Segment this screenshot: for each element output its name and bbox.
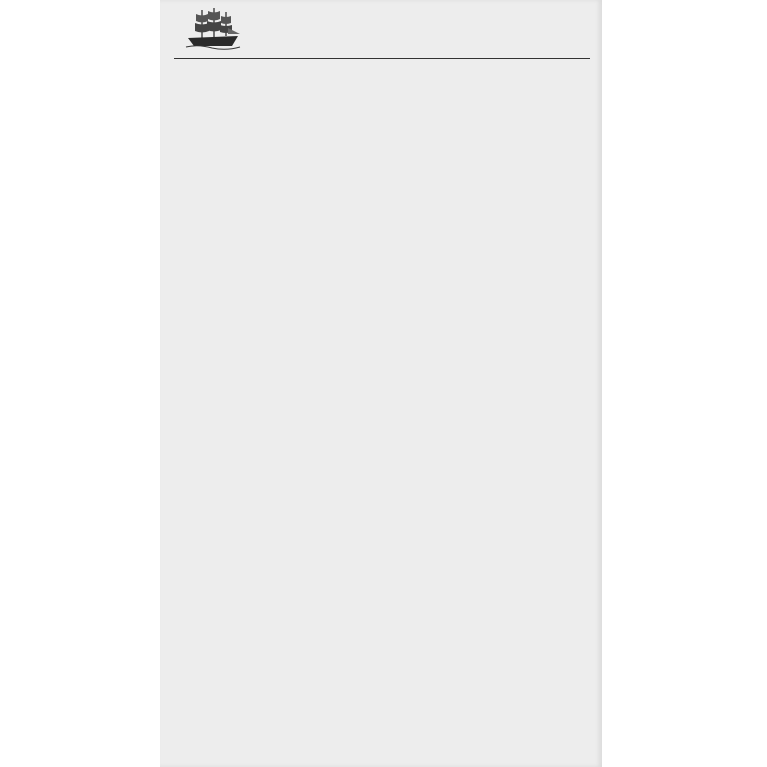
book-page (160, 0, 602, 767)
sailing-ship-icon (184, 6, 242, 50)
header-rule (174, 58, 590, 59)
